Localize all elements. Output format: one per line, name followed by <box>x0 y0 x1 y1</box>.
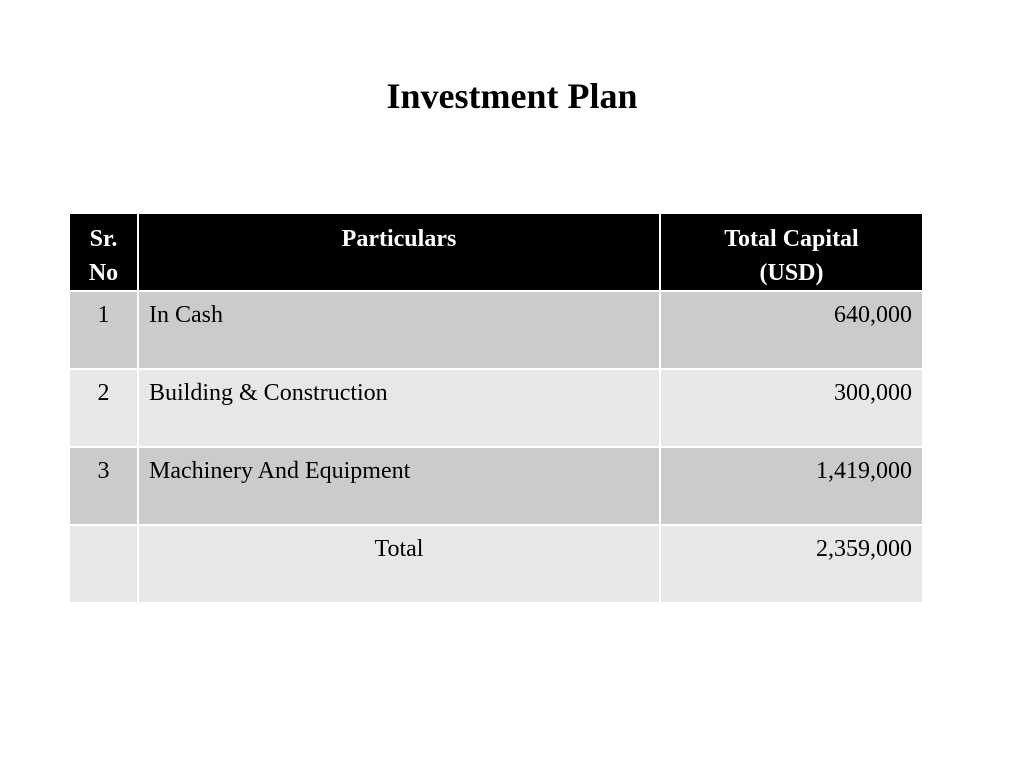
table-header-row <box>69 213 923 291</box>
investment-table <box>68 212 924 604</box>
slide-title: Investment Plan <box>386 76 638 116</box>
row-particular: Machinery And Equipment <box>138 447 660 525</box>
total-row <box>69 525 923 603</box>
header-capital-line2: (USD) <box>759 260 824 286</box>
table-row <box>69 369 923 447</box>
header-capital-line1: Total Capital <box>724 226 859 252</box>
row-capital: 300,000 <box>660 369 923 447</box>
table-row <box>69 447 923 525</box>
row-particular: In Cash <box>138 291 660 369</box>
header-sr-no <box>69 213 138 291</box>
row-sr-no: 1 <box>69 291 138 369</box>
table-row <box>69 291 923 369</box>
total-capital: 2,359,000 <box>660 525 923 603</box>
row-sr-no: 2 <box>69 369 138 447</box>
header-sr-line1: Sr. <box>89 226 118 252</box>
header-sr-line2: No <box>88 260 119 286</box>
row-capital: 640,000 <box>660 291 923 369</box>
total-label: Total <box>138 525 660 603</box>
row-sr-no: 3 <box>69 447 138 525</box>
total-sr-no <box>69 525 138 603</box>
header-particulars: Particulars <box>138 213 660 291</box>
header-total-capital <box>660 213 923 291</box>
row-particular: Building & Construction <box>138 369 660 447</box>
row-capital: 1,419,000 <box>660 447 923 525</box>
